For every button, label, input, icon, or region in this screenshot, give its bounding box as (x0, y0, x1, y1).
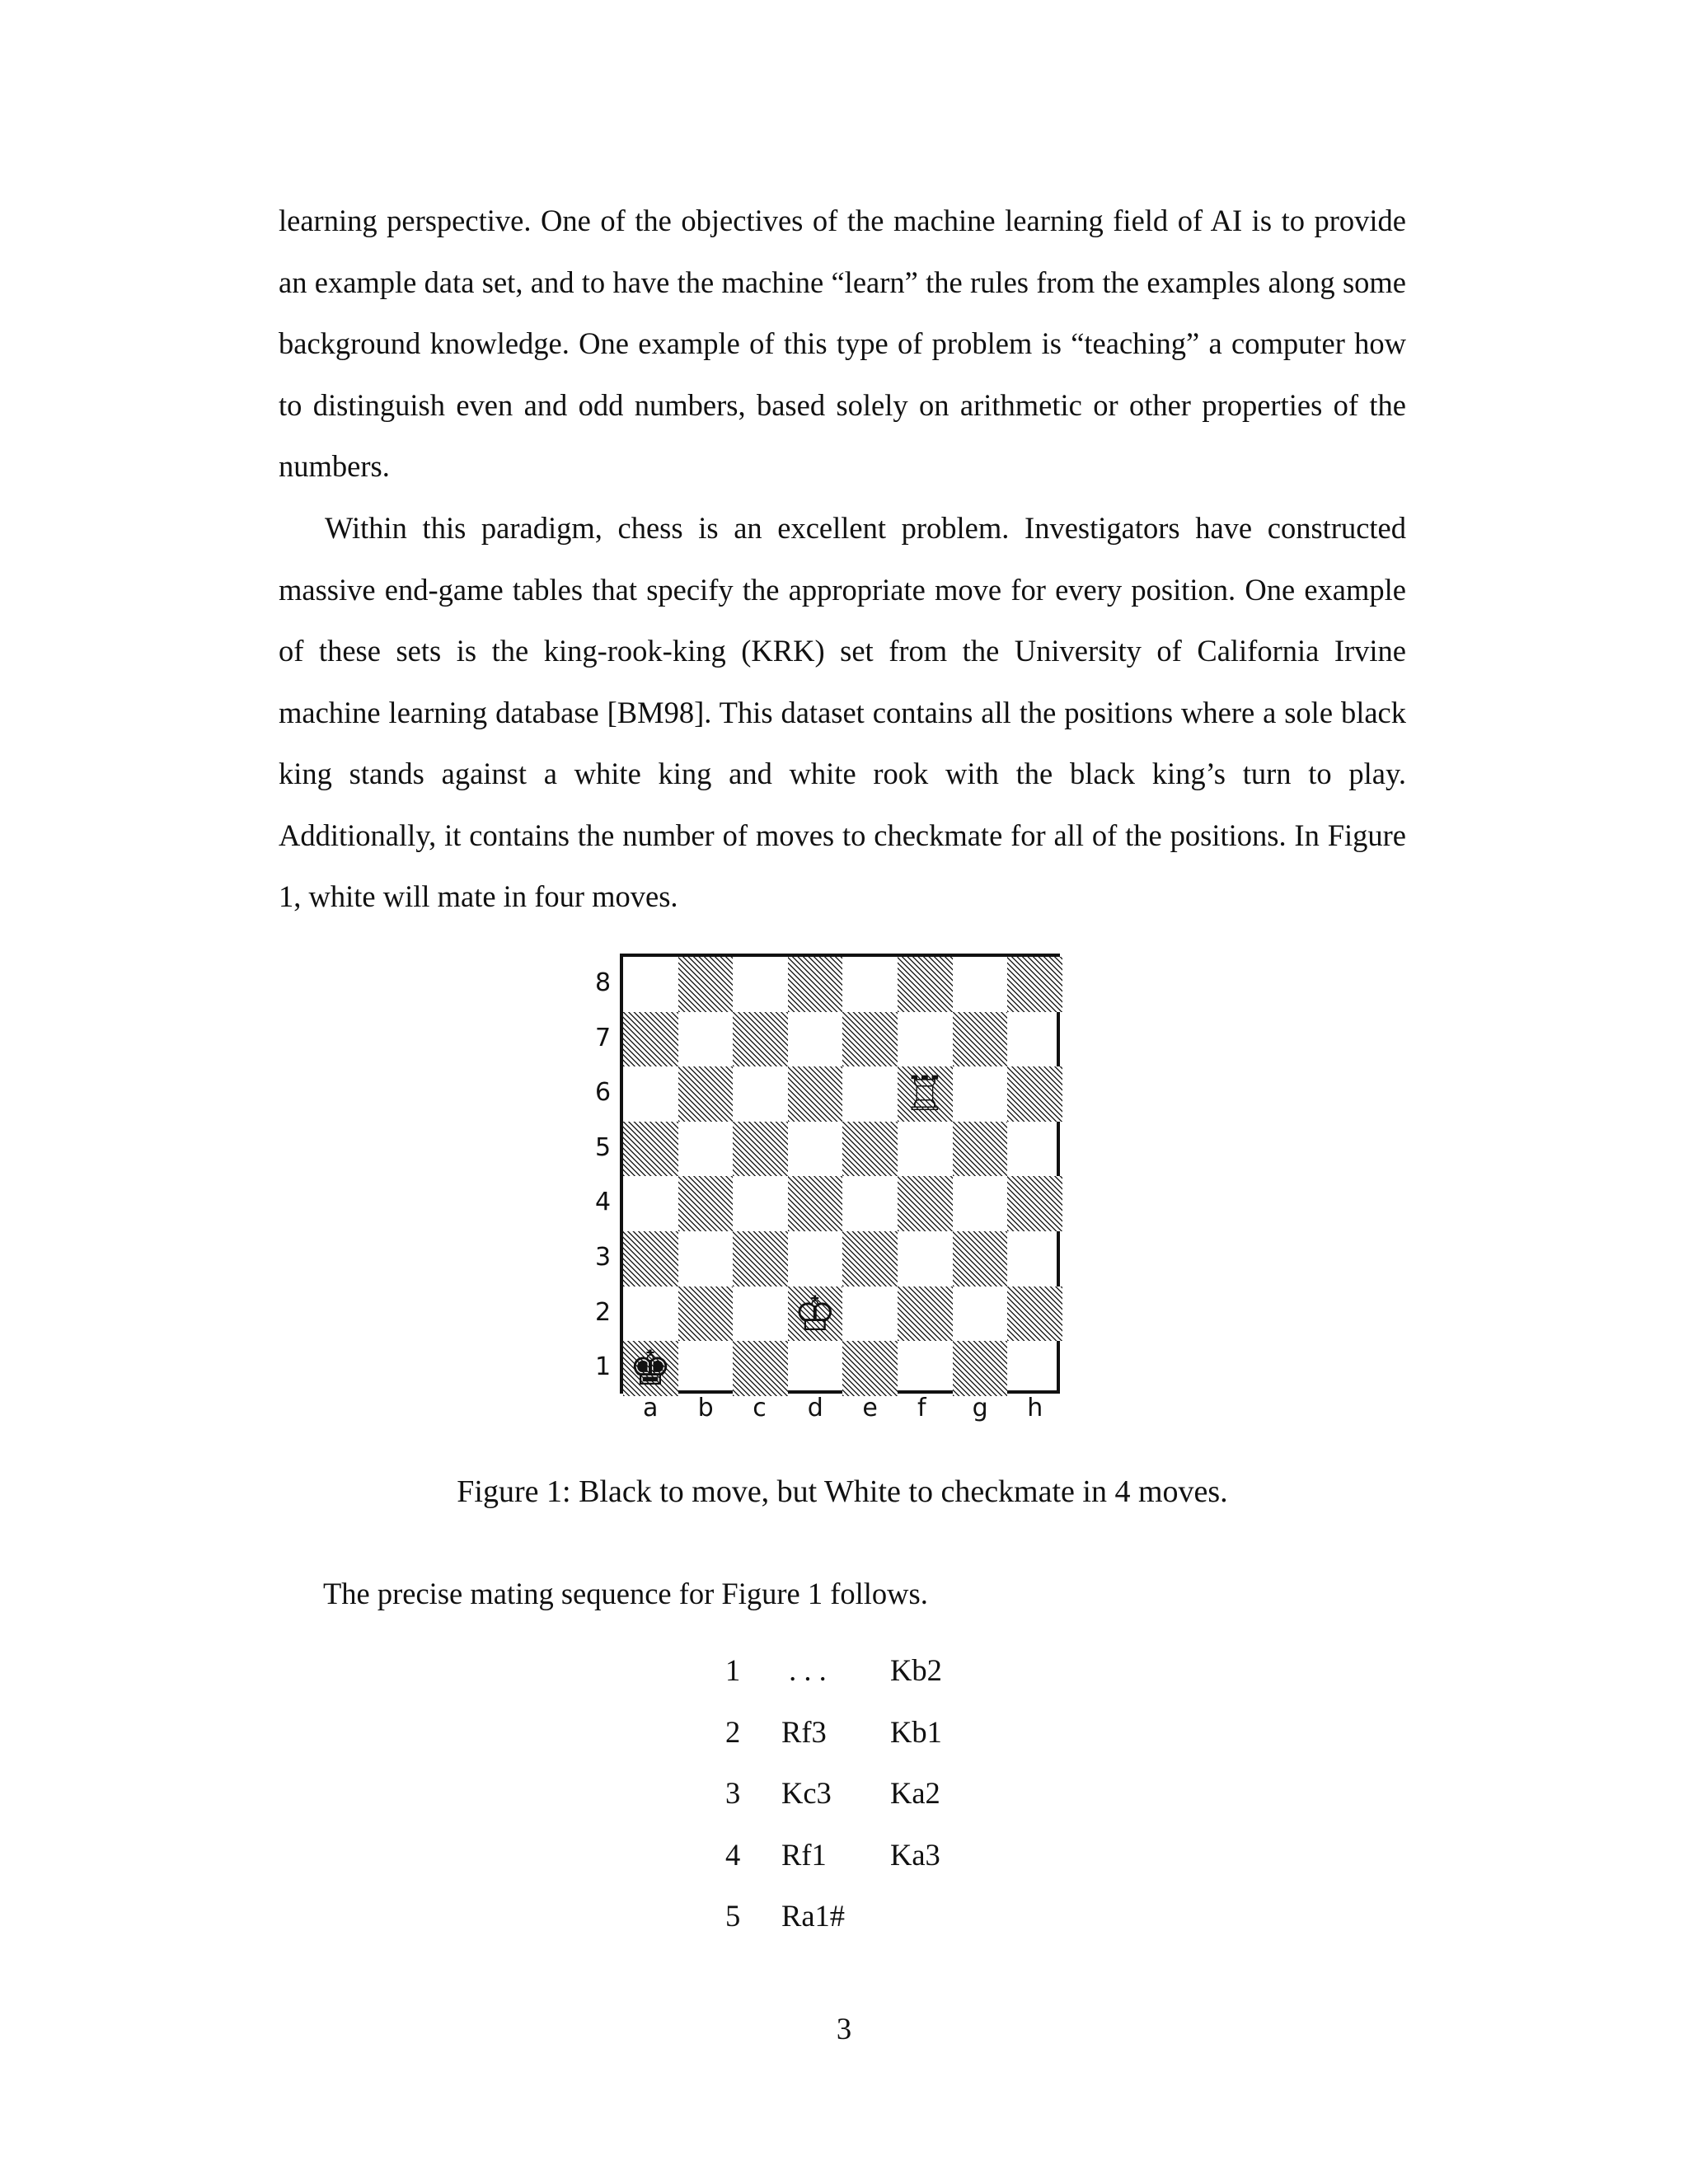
file-label-f: f (917, 1394, 926, 1422)
rank-label-3: 3 (595, 1243, 612, 1272)
square-g3 (953, 1231, 1008, 1286)
white-move: Ra1# (781, 1899, 846, 1933)
rank-label-6: 6 (595, 1078, 612, 1108)
square-e2 (842, 1286, 898, 1342)
file-label-b: b (697, 1394, 714, 1422)
rank-label-1: 1 (595, 1352, 612, 1382)
square-h1 (1007, 1341, 1062, 1396)
move-number: 5 (725, 1899, 741, 1933)
rank-label-5: 5 (595, 1132, 612, 1162)
square-d1 (788, 1341, 843, 1396)
body-paragraph-2: Within this paradigm, chess is an excellent problem. Investigators have constructed massive end-game tables that specify the appropriate move for every position. One example of these sets is the king-rook-king (KRK) set from the University of California Irvine machine learning database [BM98]. This dataset contains all the positions where a sole black king stands against a white king and white rook with the black king’s turn to play. Additionally, it contains the number of moves to checkmate for all of the positions. In Figure 1, white will mate in four moves. (279, 511, 1406, 913)
rank-label-4: 4 (595, 1188, 612, 1217)
square-h2 (1007, 1286, 1062, 1342)
square-c2 (733, 1286, 788, 1342)
black-move: Ka2 (890, 1776, 940, 1810)
black-move: Kb1 (890, 1714, 942, 1749)
square-g5 (953, 1122, 1008, 1177)
square-b1 (678, 1341, 734, 1396)
white-king-icon: ♔ (793, 1285, 837, 1342)
square-e1 (842, 1341, 898, 1396)
square-a8 (623, 957, 678, 1012)
square-e7 (842, 1012, 898, 1067)
square-b5 (678, 1122, 734, 1177)
move-number: 3 (725, 1776, 741, 1810)
square-e4 (842, 1176, 898, 1231)
white-move: Kc3 (781, 1776, 832, 1810)
square-b2 (678, 1286, 734, 1342)
square-d8 (788, 957, 843, 1012)
white-rook-icon: ♖ (903, 1066, 946, 1122)
move-row (725, 1775, 1055, 1836)
square-c6 (733, 1066, 788, 1122)
square-b3 (678, 1231, 734, 1286)
square-b4 (678, 1176, 734, 1231)
square-h8 (1007, 957, 1062, 1012)
square-d7 (788, 1012, 843, 1067)
square-c3 (733, 1231, 788, 1286)
body-paragraph-3: The precise mating sequence for Figure 1 follows. (323, 1577, 928, 1610)
black-king-icon: ♚ (629, 1340, 672, 1397)
square-a2 (623, 1286, 678, 1342)
body-paragraph-1: learning perspective. One of the objectives of the machine learning field of AI is to provide an example data set, and to have the machine “learn” the rules from the examples along some background knowledge. One example of this type of problem is “teaching” a computer how to distinguish even and odd numbers, based solely on arithmetic or other properties of the numbers. (279, 204, 1406, 483)
square-h4 (1007, 1176, 1062, 1231)
square-f5 (898, 1122, 953, 1177)
square-h5 (1007, 1122, 1062, 1177)
square-g1 (953, 1341, 1008, 1396)
rank-label-2: 2 (595, 1297, 612, 1327)
black-move: Kb2 (890, 1653, 942, 1687)
square-f7 (898, 1012, 953, 1067)
square-d4 (788, 1176, 843, 1231)
square-g2 (953, 1286, 1008, 1342)
file-label-a: a (643, 1394, 659, 1422)
square-h3 (1007, 1231, 1062, 1286)
move-row (725, 1898, 1055, 1959)
square-f4 (898, 1176, 953, 1231)
square-c4 (733, 1176, 788, 1231)
move-number: 1 (725, 1653, 741, 1687)
move-row (725, 1652, 1055, 1713)
square-e5 (842, 1122, 898, 1177)
file-label-h: h (1027, 1394, 1043, 1422)
figure-caption: Figure 1: Black to move, but White to checkmate in 4 moves. (457, 1474, 1228, 1509)
file-label-g: g (972, 1394, 988, 1422)
chess-board (620, 954, 1060, 1397)
square-e3 (842, 1231, 898, 1286)
move-row (725, 1714, 1055, 1775)
square-g4 (953, 1176, 1008, 1231)
square-a5 (623, 1122, 678, 1177)
white-move: Rf1 (781, 1837, 827, 1872)
square-b8 (678, 957, 734, 1012)
square-c5 (733, 1122, 788, 1177)
rank-label-7: 7 (595, 1023, 612, 1052)
black-move: Ka3 (890, 1837, 940, 1872)
square-c8 (733, 957, 788, 1012)
square-e8 (842, 957, 898, 1012)
square-f8 (898, 957, 953, 1012)
file-label-c: c (753, 1394, 767, 1422)
white-move: Rf3 (781, 1714, 827, 1749)
white-move: . . . (781, 1653, 827, 1687)
square-g8 (953, 957, 1008, 1012)
file-label-d: d (807, 1394, 823, 1422)
square-f2 (898, 1286, 953, 1342)
square-g6 (953, 1066, 1008, 1122)
square-f3 (898, 1231, 953, 1286)
square-g7 (953, 1012, 1008, 1067)
page-number: 3 (836, 2012, 852, 2046)
square-e6 (842, 1066, 898, 1122)
square-d3 (788, 1231, 843, 1286)
move-number: 2 (725, 1714, 741, 1749)
rank-label-8: 8 (595, 968, 612, 997)
square-h6 (1007, 1066, 1062, 1122)
square-f1 (898, 1341, 953, 1396)
square-a4 (623, 1176, 678, 1231)
square-c1 (733, 1341, 788, 1396)
square-a3 (623, 1231, 678, 1286)
square-a7 (623, 1012, 678, 1067)
square-b7 (678, 1012, 734, 1067)
file-label-e: e (862, 1394, 878, 1422)
square-c7 (733, 1012, 788, 1067)
square-h7 (1007, 1012, 1062, 1067)
square-d6 (788, 1066, 843, 1122)
move-number: 4 (725, 1837, 741, 1872)
square-b6 (678, 1066, 734, 1122)
move-row (725, 1837, 1055, 1898)
square-a6 (623, 1066, 678, 1122)
chess-board-figure (577, 944, 1071, 1438)
square-d5 (788, 1122, 843, 1177)
